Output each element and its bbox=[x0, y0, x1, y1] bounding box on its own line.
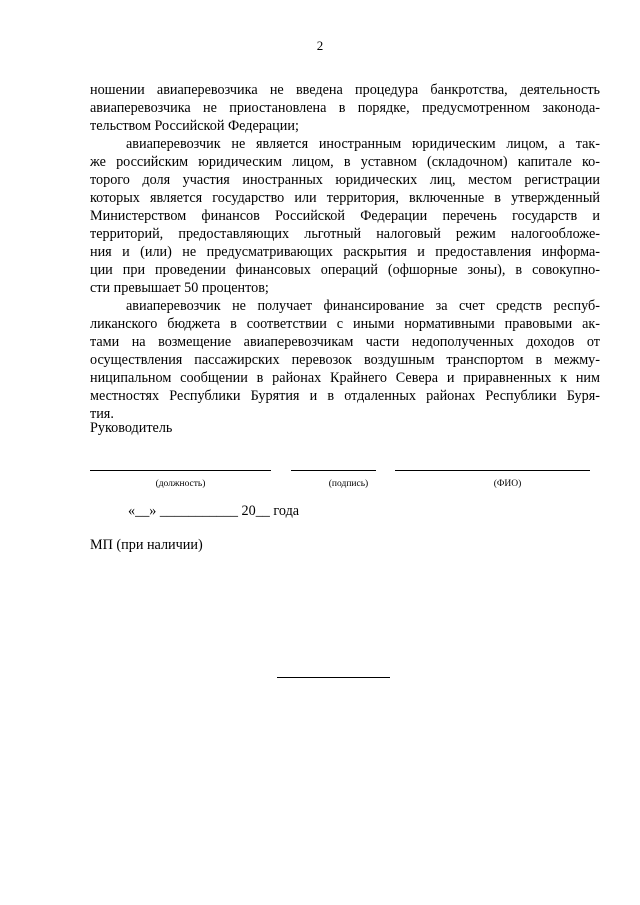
name-caption: (ФИО) bbox=[493, 479, 522, 489]
text-line: же российским юридическим лицом, в уставном (складочном) капитале ко- bbox=[90, 154, 600, 170]
text-line: местностях Республики Бурятия и в отдаленных районах Республики Буря- bbox=[90, 388, 600, 404]
position-caption: (должность) bbox=[155, 479, 206, 489]
signature-caption: (подпись) bbox=[328, 479, 369, 489]
text-line: тия. bbox=[90, 406, 114, 422]
text-line: авиаперевозчик не является иностранным юридическим лицом, а так- bbox=[126, 136, 600, 152]
end-divider bbox=[277, 677, 390, 678]
text-line: ношении авиаперевозчика не введена процедура банкротства, деятельность bbox=[90, 82, 600, 98]
stamp-label: МП (при наличии) bbox=[90, 537, 203, 553]
name-field-line bbox=[395, 470, 590, 471]
position-field-line bbox=[90, 470, 271, 471]
text-line: тельством Российской Федерации; bbox=[90, 118, 299, 134]
text-line: торого доля участия иностранных юридических лиц, местом регистрации bbox=[90, 172, 600, 188]
signature-field-line bbox=[291, 470, 376, 471]
text-line: тами на возмещение авиаперевозчикам части недополученных доходов от bbox=[90, 334, 600, 350]
page-number: 2 bbox=[316, 38, 324, 53]
text-line: сти превышает 50 процентов; bbox=[90, 280, 269, 296]
text-line: авиаперевозчика не приостановлена в порядке, предусмотренном законода- bbox=[90, 100, 600, 116]
text-line: авиаперевозчик не получает финансирование за счет средств респуб- bbox=[126, 298, 600, 314]
text-line: ния и (или) не предусматривающих раскрытия и предоставления информа- bbox=[90, 244, 600, 260]
text-line: Министерством финансов Российской Федерации перечень государств и bbox=[90, 208, 600, 224]
head-label: Руководитель bbox=[90, 420, 173, 436]
text-line: территорий, предоставляющих льготный налоговый режим налогообложе- bbox=[90, 226, 600, 242]
text-line: ции при проведении финансовых операций (офшорные зоны), в совокупно- bbox=[90, 262, 600, 278]
text-line: ликанского бюджета в соответствии с иными нормативными правовыми ак- bbox=[90, 316, 600, 332]
date-line: «__» ___________ 20__ года bbox=[128, 503, 300, 519]
text-line: осуществления пассажирских перевозок воздушным транспортом в межму- bbox=[90, 352, 600, 368]
text-line: ниципальном сообщении в районах Крайнего Севера и приравненных к ним bbox=[90, 370, 600, 386]
text-line: которых является государство или территория, включенные в утвержденный bbox=[90, 190, 600, 206]
